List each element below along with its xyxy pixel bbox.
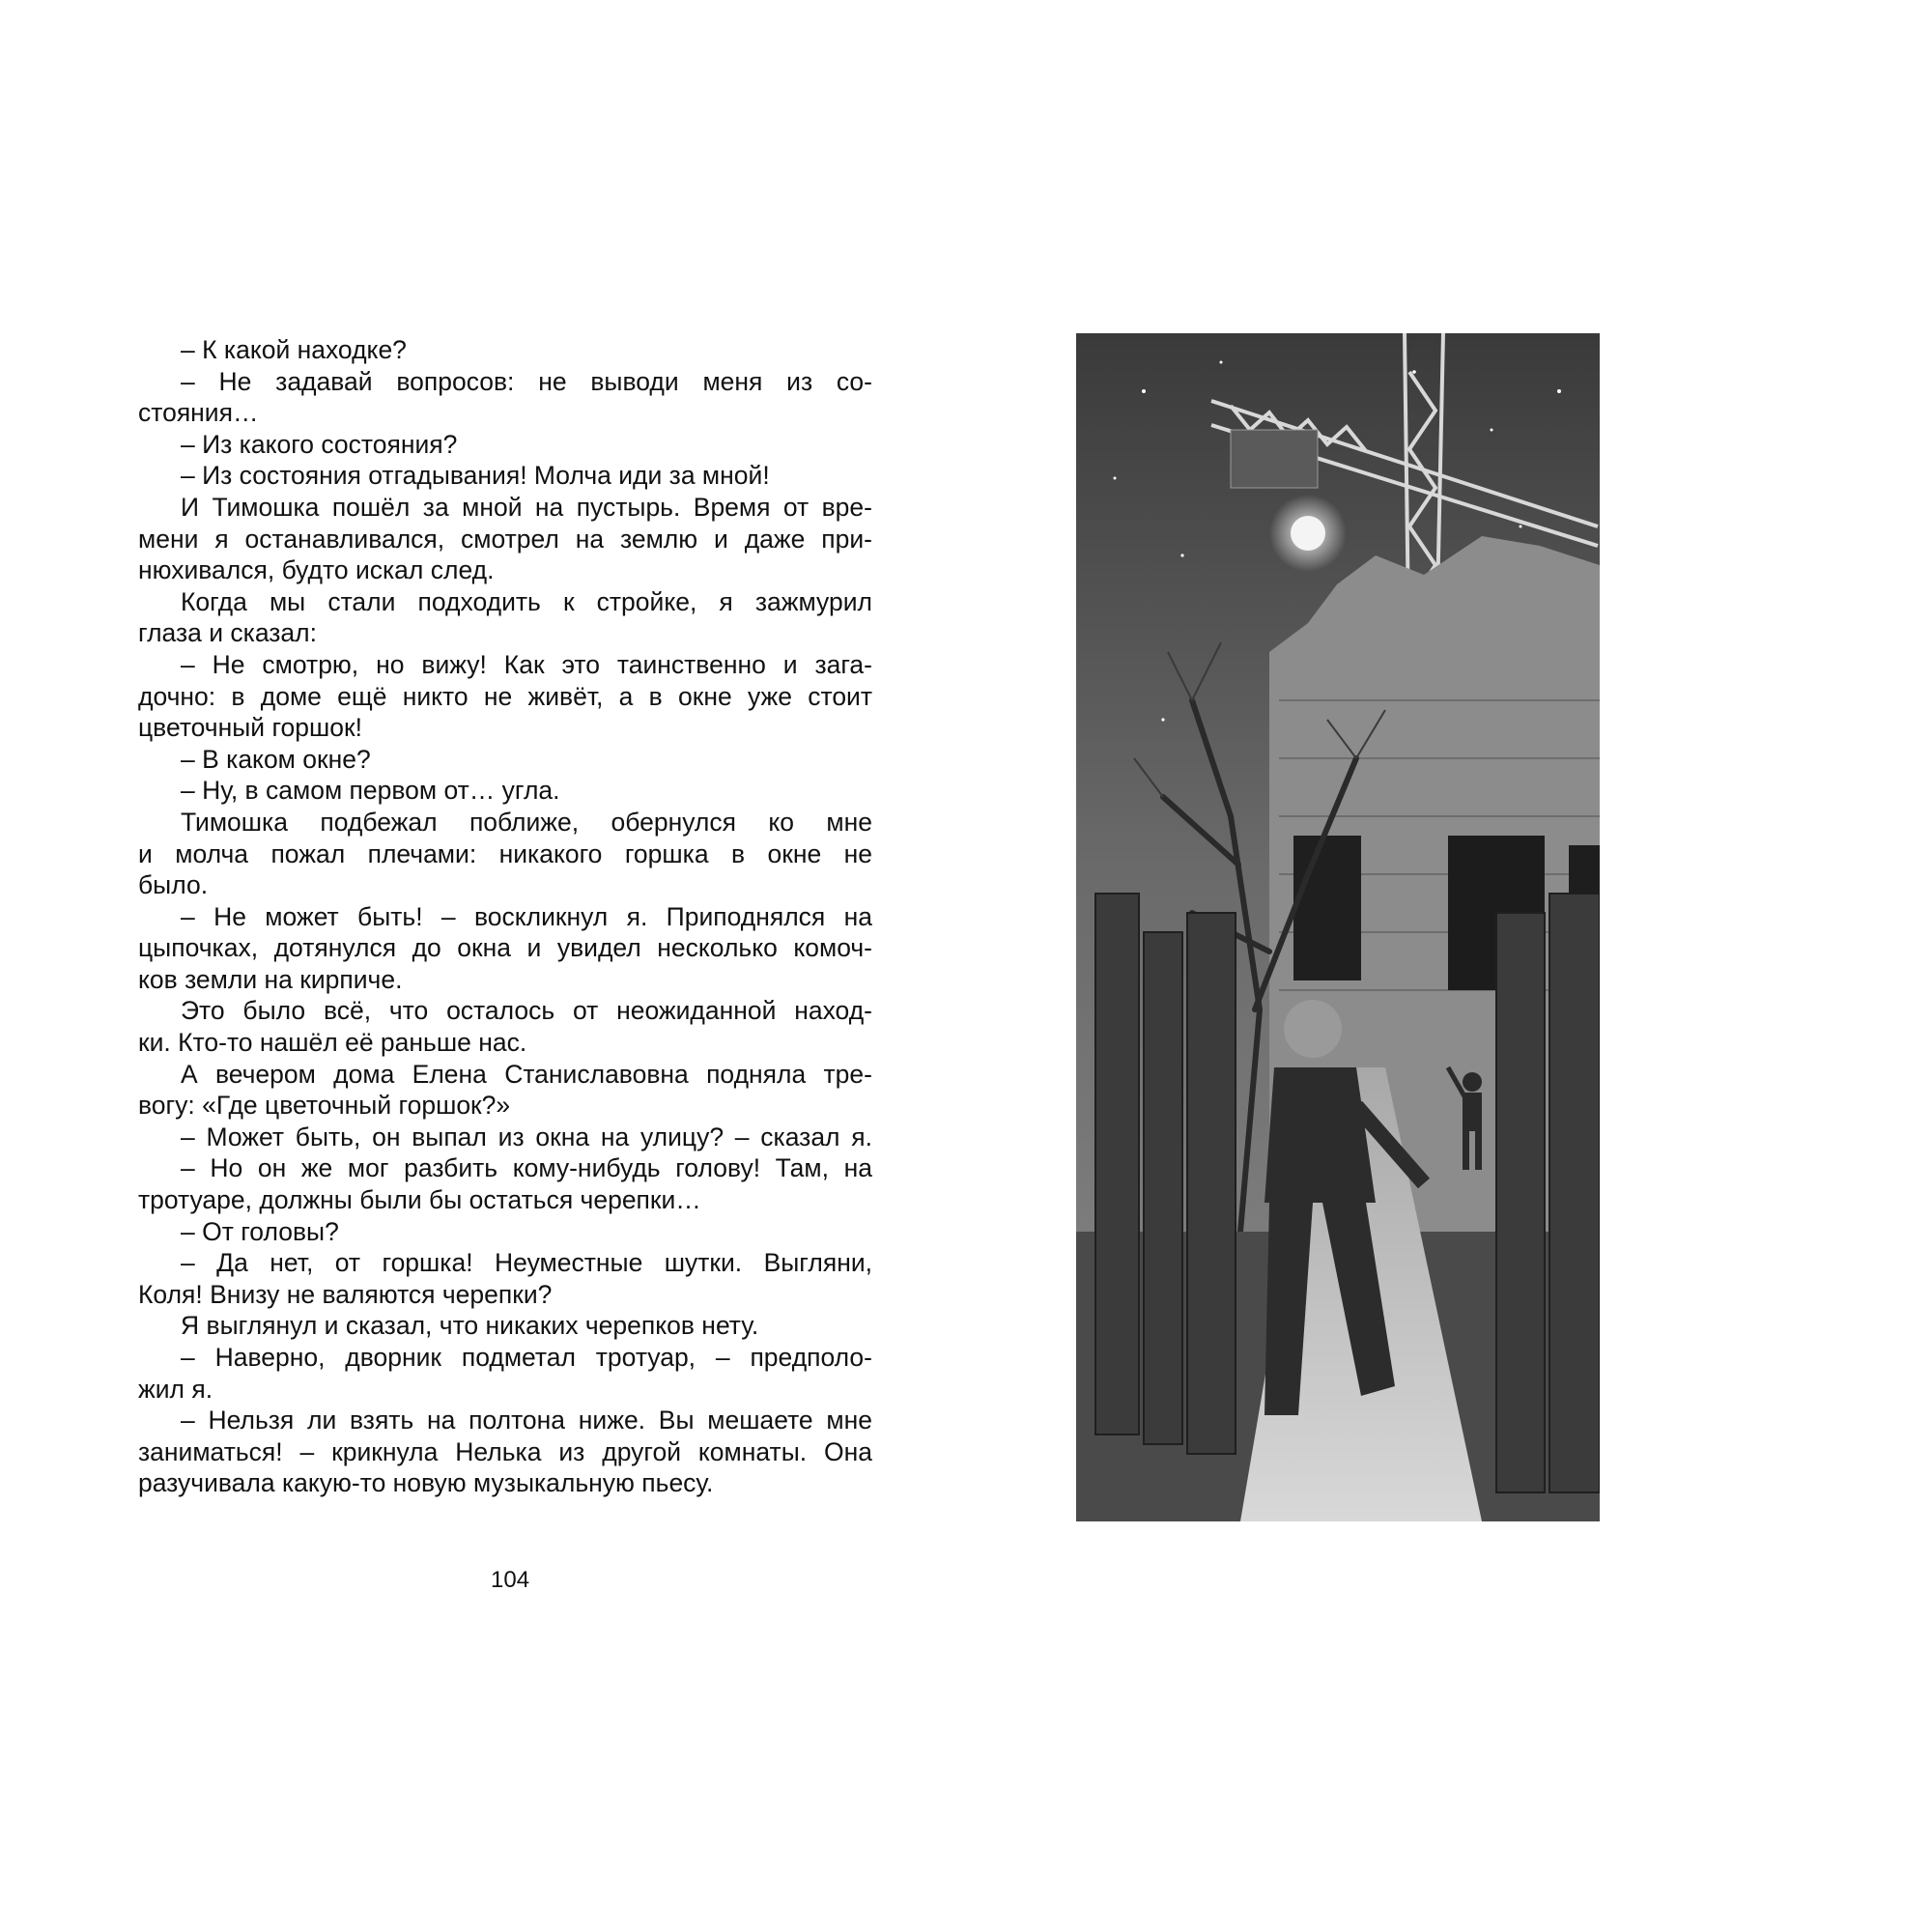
text-line: Это было всё, что осталось от неожиданной наход-	[181, 996, 872, 1026]
text-line: нюхивался, будто искал след.	[138, 555, 495, 585]
text-line: Когда мы стали подходить к стройке, я зажмурил	[181, 586, 872, 616]
text-line: стояния…	[138, 398, 259, 428]
text-line: жил я.	[138, 1374, 213, 1404]
text-line: заниматься! – крикнула Нелька из другой комнаты. Она	[138, 1436, 872, 1466]
text-line: разучивала какую-то новую музыкальную пьесу.	[138, 1468, 714, 1498]
text-line: – К какой находке?	[181, 335, 407, 364]
boy-at-construction-site-illustration	[1076, 333, 1600, 1521]
text-line: – Из какого состояния?	[181, 429, 458, 459]
text-line: – Из состояния отгадывания! Молча иди за мной!	[181, 461, 770, 491]
text-line: – Но он же мог разбить кому-нибудь голову! Там, на	[181, 1153, 872, 1183]
text-line: И Тимошка пошёл за мной на пустырь. Время от вре-	[181, 492, 872, 522]
text-line: ков земли на кирпиче.	[138, 964, 403, 994]
text-line: Я выглянул и сказал, что никаких черепков нету.	[181, 1311, 759, 1341]
text-line: глаза и сказал:	[138, 618, 317, 648]
text-line: – Не задавай вопросов: не выводи меня из со-	[181, 366, 872, 396]
text-line: А вечером дома Елена Станиславовна подняла тре-	[181, 1059, 872, 1089]
text-line: мени я останавливался, смотрел на землю и даже при-	[138, 524, 872, 554]
text-line: – Не может быть! – воскликнул я. Приподнялся на	[181, 901, 872, 931]
text-line: – Наверно, дворник подметал тротуар, – предполо-	[181, 1343, 872, 1372]
text-line: – От головы?	[181, 1216, 339, 1246]
text-line: – Может быть, он выпал из окна на улицу? – сказал я.	[181, 1122, 872, 1151]
text-line: было.	[138, 870, 209, 900]
text-line: Тимошка подбежал поближе, обернулся ко мне	[181, 807, 872, 837]
text-line: и молча пожал плечами: никакого горшка в окне не	[138, 838, 872, 868]
text-line: ки. Кто-то нашёл её раньше нас.	[138, 1028, 527, 1058]
page-number: 104	[491, 1567, 530, 1593]
text-line: – В каком окне?	[181, 744, 371, 774]
body-text	[138, 334, 872, 1499]
text-line: – Ну, в самом первом от… угла.	[181, 776, 560, 806]
text-line: – Да нет, от горшка! Неуместные шутки. Выгляни,	[181, 1248, 872, 1278]
text-line: вогу: «Где цветочный горшок?»	[138, 1091, 511, 1121]
text-line: – Не смотрю, но вижу! Как это таинственно и зага-	[181, 649, 872, 679]
text-line: дочно: в доме ещё никто не живёт, а в окне уже стоит	[138, 681, 872, 711]
text-line: цыпочках, дотянулся до окна и увидел несколько комоч-	[138, 933, 872, 963]
text-line: – Нельзя ли взять на полтона ниже. Вы мешаете мне	[181, 1406, 872, 1435]
text-line: цветочный горшок!	[138, 713, 362, 743]
text-line: тротуаре, должны были бы остаться черепки…	[138, 1185, 701, 1215]
text-line: Коля! Внизу не валяются черепки?	[138, 1279, 553, 1309]
